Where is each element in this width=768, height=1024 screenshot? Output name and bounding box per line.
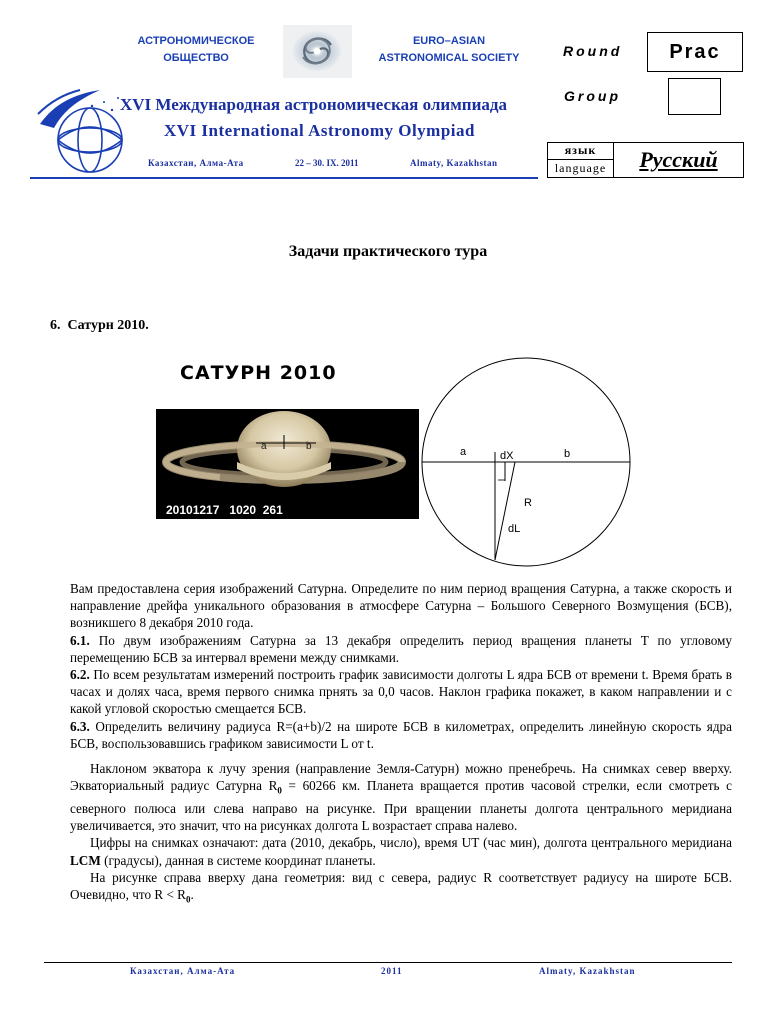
photo-label-b: b xyxy=(306,441,312,452)
round-label: Round xyxy=(563,43,623,59)
round-value-box xyxy=(647,32,743,72)
photo-label-a: a xyxy=(261,441,267,452)
diagram-label-R: R xyxy=(524,497,532,509)
note-3-end: . xyxy=(190,887,194,903)
question-6-1-text: По двум изображениям Сатурна за 13 декабря определить период вращения планеты T по угловому перемещению БСВ за интервал времени между снимками. xyxy=(70,632,732,665)
note-2-text-b: (градусы), данная в системе координат планеты. xyxy=(100,852,376,868)
note-paragraph-3 xyxy=(70,869,732,909)
olympiad-emblem xyxy=(34,84,126,176)
footer-year: 2011 xyxy=(381,966,403,976)
main-title: Задачи практического тура xyxy=(288,243,488,260)
language-box xyxy=(547,142,744,178)
question-6-2 xyxy=(70,666,732,718)
org-name-ru-line2: ОБЩЕСТВО xyxy=(163,52,229,64)
question-6-2-text: По всем результатам измерений построить график зависимости долготы L ядра БСВ от времени t. Время брать в часах и долях часа, время первого снимка прнять за 0,0 часов. Наклон графика покажет, в каком направлении и с какой угловой скоростью смещается БСВ. xyxy=(70,667,732,717)
diagram-label-dX: dX xyxy=(500,450,514,462)
question-6-1 xyxy=(70,632,732,666)
round-value: Prac xyxy=(669,40,721,63)
geometry-diagram xyxy=(418,356,636,570)
diagram-label-a: a xyxy=(460,446,467,458)
question-6-2-number: 6.2. xyxy=(70,667,90,683)
question-6-3-number: 6.3. xyxy=(70,718,90,734)
diagram-label-b: b xyxy=(564,448,571,460)
org-name-en-line1: EURO–ASIAN xyxy=(412,35,486,47)
note-paragraph-2 xyxy=(70,834,732,868)
language-value: Русский xyxy=(639,147,718,172)
figure-title: САТУРН 2010 xyxy=(180,362,337,384)
location-ru: Казахстан, Алма-Ата xyxy=(148,158,244,168)
org-name-en-line2: ASTRONOMICAL SOCIETY xyxy=(378,52,520,64)
galaxy-logo xyxy=(283,25,352,78)
note-paragraph-1 xyxy=(70,760,732,834)
title-en: XVI International Astronomy Olympiad xyxy=(164,121,475,140)
footer-rule xyxy=(44,962,732,963)
header-rule xyxy=(30,177,538,179)
question-6-3-text: Определить величину радиуса R=(a+b)/2 на широте БСВ в километрах, определить линейную скорость ядра БСВ, воспользовавшись графиком зависимости L от t. xyxy=(70,718,732,751)
org-name-ru-line1: АСТРОНОМИЧЕСКОЕ xyxy=(137,35,255,47)
group-value-box xyxy=(668,78,721,115)
footer-location-en: Almaty, Kazakhstan xyxy=(539,966,636,976)
language-label-en: language xyxy=(548,160,614,178)
title-ru: XVI Международная астрономическая олимпиада xyxy=(120,95,507,114)
note-1-text-a: Наклоном экватора к лучу зрения (направление Земля-Сатурн) можно пренебречь. На снимках север вверху. Экваториальный радиус Сатурна R xyxy=(70,761,732,794)
question-6-3 xyxy=(70,718,732,752)
intro-paragraph: Вам предоставлена серия изображений Сатурна. Определите по ним период вращения Сатурна, а также скорость и направление дрейфа уникального образования в атмосфере Сатурна – Большого Северного Возмущения (БСВ), возникшего 8 декабря 2010 года. xyxy=(70,581,732,631)
note-2-lcm: LCM xyxy=(70,852,101,868)
diagram-label-dL: dL xyxy=(508,523,521,535)
question-6-1-number: 6.1. xyxy=(70,632,90,648)
olympiad-dates: 22 – 30. IX. 2011 xyxy=(295,158,359,168)
org-name-ru xyxy=(120,33,272,67)
language-label-ru: язык xyxy=(548,143,614,160)
footer-location-ru: Казахстан, Алма-Ата xyxy=(130,966,236,976)
note-3-text-a: На рисунке справа вверху дана геометрия: вид с севера, радиус R соответствует радиусу на широте БСВ. Очевидно, что R < R xyxy=(70,869,732,903)
note-1-text-b: = 60266 км. Планета вращается против часовой стрелки, если смотреть с северного полюса или слева направо на рисунке. При вращении планеты долгота центрального меридиана увеличивается, это значит, что на рисунках долгота L возрастает справа налево. xyxy=(70,778,732,834)
photo-caption: 20101217 1020 261 xyxy=(166,503,283,517)
note-3-subscript: 0 xyxy=(185,894,191,905)
group-label: Group xyxy=(564,88,621,104)
saturn-photo xyxy=(156,409,419,519)
org-name-en xyxy=(360,33,538,67)
note-2-text-a: Цифры на снимках означают: дата (2010, декабрь, число), время UT (час мин), долгота центрального меридиана xyxy=(90,835,732,851)
location-en: Almaty, Kazakhstan xyxy=(410,158,498,168)
note-1-subscript: 0 xyxy=(277,785,282,796)
problem-title: 6. Сатурн 2010. xyxy=(50,318,149,333)
problem-body xyxy=(70,580,732,909)
